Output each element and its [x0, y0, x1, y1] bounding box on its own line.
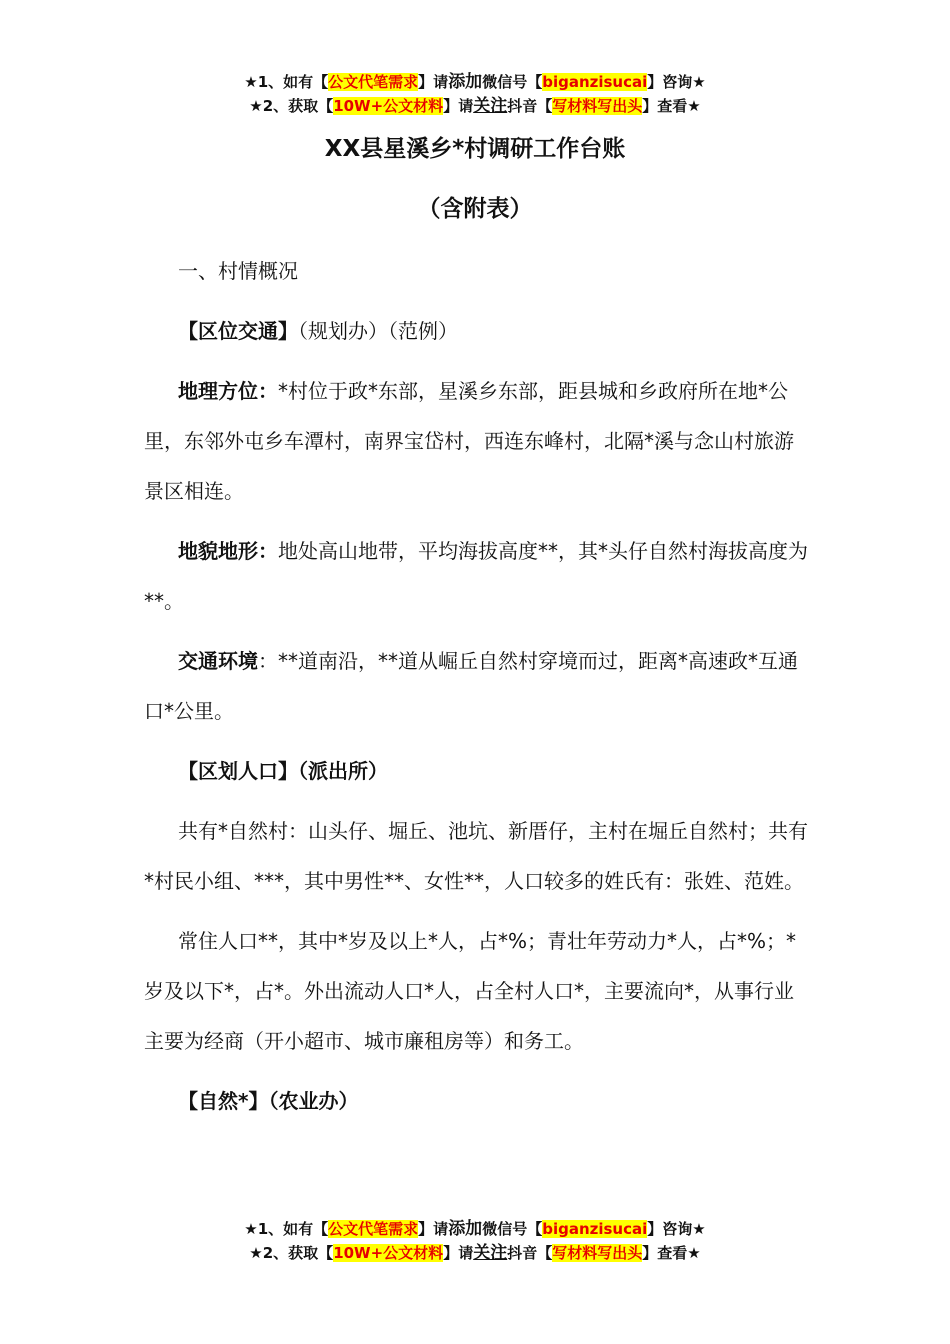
promo-text: ★1、如有【 — [244, 1220, 329, 1238]
document-subtitle: （含附表） — [417, 196, 533, 222]
promo-highlight: 10W+公文材料 — [333, 1244, 444, 1262]
subsection-heading-nature: 【自然*】（农业办） — [178, 1089, 359, 1113]
paragraph-terrain — [144, 526, 809, 626]
paragraph-label: 地理方位： — [178, 379, 278, 403]
promo-text: 抖音【 — [507, 97, 553, 115]
paragraph-traffic — [144, 636, 809, 736]
promo-text: 】查看★ — [642, 97, 701, 115]
promo-highlight: biganzisucai — [542, 73, 648, 91]
promo-highlight: 写材料写出头 — [552, 1244, 643, 1262]
promo-line-1 — [0, 1217, 950, 1241]
heading-note: （规划办）（范例） — [298, 319, 458, 343]
section-heading: 一、村情概况 — [178, 259, 298, 283]
paragraph-label: 地貌地形： — [178, 539, 278, 563]
promo-text: ★1、如有【 — [244, 73, 329, 91]
promo-highlight: 公文代笔需求 — [328, 73, 419, 91]
paragraph-population-2: 常住人口**，其中*岁及以上*人，占*%；青壮年劳动力*人，占*%；*岁及以下*，占*。外出流动人口*人，占全村人口*，主要流向*，从事行业主要为经商（开小超市、城市廉租房等）和务工。 — [144, 929, 797, 1053]
promo-text: 】请 — [418, 1220, 449, 1238]
promo-text: 】咨询★ — [647, 73, 706, 91]
promo-line-1 — [0, 70, 950, 94]
promo-banner-bottom — [0, 1217, 950, 1265]
promo-highlight: 写材料写出头 — [552, 97, 643, 115]
promo-text: 】请 — [443, 1244, 474, 1262]
promo-text: 】查看★ — [642, 1244, 701, 1262]
document-body — [144, 246, 809, 1126]
subsection-heading-population: 【区划人口】（派出所） — [178, 759, 388, 783]
promo-text: 】请 — [443, 97, 474, 115]
document-title: XX县星溪乡*村调研工作台账 — [324, 136, 626, 162]
paragraph-geo — [144, 366, 809, 516]
promo-text: ★2、获取【 — [249, 1244, 334, 1262]
paragraph-text: 地处高山地带，平均海拔高度**，其*头仔自然村海拔高度为**。 — [144, 539, 808, 613]
promo-highlight: biganzisucai — [542, 1220, 648, 1238]
promo-highlight: 公文代笔需求 — [328, 1220, 419, 1238]
paragraph-label: 交通环境 — [178, 649, 258, 673]
paragraph-population-1: 共有*自然村：山头仔、堀丘、池坑、新厝仔，主村在堀丘自然村；共有*村民小组、***，其中男性**、女性**，人口较多的姓氏有：张姓、范姓。 — [144, 819, 808, 893]
promo-highlight: 10W+公文材料 — [333, 97, 444, 115]
promo-emphasis: 添加 — [448, 1219, 483, 1239]
promo-emphasis: 关注 — [473, 96, 508, 116]
promo-banner-top — [0, 70, 950, 118]
promo-emphasis: 添加 — [448, 72, 483, 92]
paragraph-text: *村位于政*东部，星溪乡东部，距县城和乡政府所在地*公里，东邻外屯乡车潭村，南界宝岱村，西连东峰村，北隔*溪与念山村旅游景区相连。 — [144, 379, 794, 503]
promo-line-2 — [0, 94, 950, 118]
promo-line-2 — [0, 1241, 950, 1265]
promo-text: 微信号【 — [482, 1220, 543, 1238]
promo-text: 】请 — [418, 73, 449, 91]
promo-emphasis: 关注 — [473, 1243, 508, 1263]
promo-text: ★2、获取【 — [249, 97, 334, 115]
promo-text: 抖音【 — [507, 1244, 553, 1262]
subsection-heading-location — [144, 306, 809, 356]
promo-text: 微信号【 — [482, 73, 543, 91]
heading-label: 【区位交通】 — [178, 319, 298, 343]
paragraph-text: ：**道南沿，**道从崛丘自然村穿境而过，距离*高速政*互通口*公里。 — [144, 649, 798, 723]
promo-text: 】咨询★ — [647, 1220, 706, 1238]
